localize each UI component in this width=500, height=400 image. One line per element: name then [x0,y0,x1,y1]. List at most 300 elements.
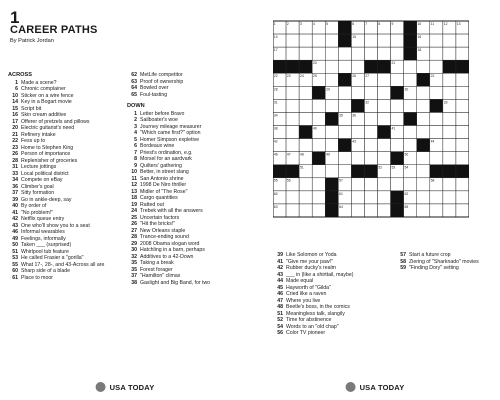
grid-cell-number: 34 [273,113,278,118]
grid-cell[interactable] [404,60,417,73]
grid-cell[interactable] [351,60,364,73]
clue-number: 13 [131,188,137,195]
grid-cell[interactable] [286,139,299,152]
grid-cell[interactable] [443,34,456,47]
clue-number: 28 [12,157,18,164]
grid-cell[interactable] [312,47,325,60]
grid-cell[interactable] [404,126,417,139]
clue-number: 14 [12,99,18,105]
brand-label: USA TODAY [359,382,405,392]
clue-text: Taking a break [140,260,174,266]
grid-cell[interactable] [443,204,456,217]
clue-text: Person of importance [21,151,71,157]
grid-block-cell [338,34,351,47]
grid-cell[interactable] [312,112,325,125]
clue-number: 5 [134,136,137,143]
clue-text: MetLife competitor [140,72,183,78]
grid-cell[interactable] [338,47,351,60]
grid-cell[interactable] [430,126,443,139]
clue-text: Refinery intake [21,131,56,138]
clue-text: Words to an "old chap" [286,323,339,330]
clue-text: Script bit [21,105,42,112]
clue-number: 9 [134,162,137,169]
grid-cell-number: 54 [404,165,409,170]
grid-cell[interactable] [430,152,443,165]
clue-number: 55 [12,261,18,268]
grid-cell[interactable] [325,139,338,152]
clue-text: New Orleans staple [140,227,186,234]
puzzle-title: CAREER PATHS [10,24,98,36]
across-clue-list [8,80,118,282]
grid-cell[interactable] [312,99,325,112]
grid-cell[interactable] [378,47,391,60]
grid-cell[interactable] [417,99,430,112]
clue-number: 59 [400,265,406,271]
grid-cell[interactable] [378,204,391,217]
clue-number: 45 [277,284,283,291]
clue-text: Bowled over [140,85,169,91]
grid-cell[interactable] [417,86,430,99]
clue-number: 21 [12,131,18,138]
grid-cell[interactable] [364,112,377,125]
down-heading: DOWN [127,103,145,109]
grid-cell[interactable] [391,99,404,112]
clue-number: 62 [131,72,137,78]
clue-number: 4 [134,130,137,136]
clue-number: 10 [131,169,137,175]
grid-cell[interactable] [430,34,443,47]
across-heading: ACROSS [8,72,32,78]
grid-cell-number: 16 [417,34,422,39]
grid-cell-number: 38 [273,126,278,131]
grid-block-cell [404,34,417,47]
grid-block-cell [286,165,299,178]
grid-cell[interactable] [299,139,312,152]
grid-cell[interactable] [456,152,469,165]
clue-text: Sitty formation [21,190,55,196]
clue-number: 23 [12,144,18,151]
grid-cell[interactable] [351,191,364,204]
grid-cell[interactable] [443,73,456,86]
clue-text: ___ in (like a shirttail, maybe) [286,271,354,278]
grid-block-cell [286,60,299,73]
grid-block-cell [430,165,443,178]
clue-text: Color TV pioneer [286,330,326,336]
clue-number: 57 [400,252,406,258]
grid-block-cell [273,60,286,73]
grid-cell-number: 1 [273,21,276,26]
grid-cell[interactable] [391,178,404,191]
grid-cell-number: 22 [273,74,278,79]
across-down-clues-column [127,72,245,286]
clue-number: 37 [131,273,137,279]
grid-cell[interactable] [443,139,456,152]
grid-cell-number: 14 [273,34,278,39]
grid-cell[interactable] [299,34,312,47]
grid-block-cell [351,99,364,112]
grid-block-cell [417,73,430,86]
clue-number: 64 [131,85,137,91]
clue-text: Priest's ordination, e.g. [140,149,193,156]
grid-cell[interactable] [364,191,377,204]
clue-text: Ziering of "Sharknado" movies [409,258,479,265]
grid-block-cell [325,191,338,204]
grid-cell[interactable] [325,99,338,112]
clue-number: 1 [134,110,137,117]
grid-block-cell [338,139,351,152]
puzzle-number: 1 [10,8,20,27]
grid-cell[interactable] [312,139,325,152]
grid-block-cell [378,126,391,139]
clue-number: 33 [12,170,18,177]
grid-cell[interactable] [312,34,325,47]
grid-cell[interactable] [417,165,430,178]
grid-cell-number: 11 [430,21,435,26]
grid-cell[interactable] [312,178,325,191]
grid-cell-number: 6 [352,21,355,26]
grid-cell[interactable] [286,191,299,204]
clue-number: 43 [277,271,283,278]
grid-cell-number: 12 [443,21,448,26]
grid-cell[interactable] [443,178,456,191]
grid-cell[interactable] [417,60,430,73]
clue-text: Taken ___ (surprised) [21,242,72,248]
clue-number: 26 [12,151,18,157]
clue-number: 60 [12,268,18,274]
grid-cell[interactable] [430,204,443,217]
grid-cell[interactable] [443,191,456,204]
grid-block-cell [338,21,351,34]
clue-text: Key in a Bogart movie [21,99,72,105]
grid-cell-number: 10 [417,21,422,26]
grid-cell-number: 61 [339,191,343,196]
grid-block-cell [299,126,312,139]
grid-cell[interactable] [338,99,351,112]
grid-cell[interactable] [325,126,338,139]
clue-text: Beetle's boss, in the comics [286,304,350,310]
clue-number: 61 [12,274,18,281]
grid-cell[interactable] [351,47,364,60]
grid-cell-number: 48 [299,152,304,157]
grid-block-cell [391,191,404,204]
clue-number: 29 [131,240,137,247]
clue-text: Home to Stephen King [21,144,74,151]
grid-cell[interactable] [351,126,364,139]
grid-cell-number: 33 [443,100,448,105]
grid-cell[interactable] [286,126,299,139]
grid-cell[interactable] [338,60,351,73]
grid-cell[interactable] [404,73,417,86]
clue-number: 42 [12,216,18,222]
clue-text: Cried like a raven [286,291,327,297]
grid-block-cell [456,165,469,178]
grid-cell-number: 24 [299,74,304,79]
grid-cell[interactable] [312,204,325,217]
clue-number: 44 [277,278,283,284]
grid-cell-number: 60 [273,191,278,196]
grid-block-cell [417,139,430,152]
grid-cell[interactable] [456,34,469,47]
clue-number: 28 [131,234,137,240]
grid-cell-number: 51 [299,165,304,170]
clue-number: 37 [12,190,18,196]
grid-cell-number: 53 [391,165,396,170]
grid-cell[interactable] [391,34,404,47]
clue-text: "Finding Dory" setting [409,265,459,271]
grid-cell[interactable] [364,204,377,217]
grid-cell-number: 58 [430,178,435,183]
clue-number: 49 [12,235,18,242]
grid-cell[interactable] [299,191,312,204]
clue-text: Like Solomon or Yoda [286,252,337,258]
grid-cell[interactable] [417,191,430,204]
clue-number: 11 [131,175,137,182]
grid-cell[interactable] [443,47,456,60]
clue-number: 27 [131,227,137,234]
grid-cell[interactable] [456,126,469,139]
grid-cell[interactable] [364,47,377,60]
clue-text: Better, in street slang [140,169,189,175]
grid-cell[interactable] [364,34,377,47]
grid-cell[interactable] [443,86,456,99]
grid-cell[interactable] [456,112,469,125]
clue-number: 65 [131,91,137,98]
clue-text: Made a scene? [21,79,57,86]
grid-cell[interactable] [378,112,391,125]
clue-text: Offerer of pretzels and pillows [21,118,90,125]
grid-cell[interactable] [299,178,312,191]
grid-block-cell [430,99,443,112]
grid-cell-number: 36 [352,113,356,118]
grid-cell[interactable] [338,126,351,139]
grid-cell[interactable] [286,86,299,99]
grid-cell[interactable] [325,60,338,73]
grid-cell[interactable] [417,204,430,217]
clue-text: Foul-tasting [140,91,168,98]
clue-text: Lecture jottings [21,164,57,170]
clue-text: Feelings, informally [21,235,66,242]
grid-cell[interactable] [417,178,430,191]
grid-cell-number: 64 [339,204,343,209]
grid-block-cell [391,152,404,165]
grid-cell[interactable] [430,60,443,73]
clue-text: By order of [21,203,47,209]
clue-text: Whirlpool tub feature [21,248,69,255]
grid-cell[interactable] [404,178,417,191]
grid-cell[interactable] [286,99,299,112]
grid-cell-number: 23 [286,74,291,79]
down-clue-list-final [396,252,496,272]
grid-cell[interactable] [456,204,469,217]
grid-cell[interactable] [338,165,351,178]
grid-cell[interactable] [364,152,377,165]
grid-block-cell [325,178,338,191]
grid-cell[interactable] [404,99,417,112]
grid-cell[interactable] [338,86,351,99]
grid-cell[interactable] [312,191,325,204]
grid-cell-number: 9 [391,21,394,26]
grid-block-cell [404,21,417,34]
clue-number: 42 [277,265,283,271]
grid-cell[interactable] [378,139,391,152]
clue-text: Where you live [286,297,321,304]
clue-number: 40 [12,203,18,209]
grid-cell[interactable] [325,73,338,86]
clue-number: 47 [277,297,283,304]
grid-cell[interactable] [312,165,325,178]
clue-text: He called Frasier a "gorilla" [21,255,84,261]
grid-cell-number: 7 [365,21,368,26]
clue-number: 41 [12,209,18,216]
grid-cell[interactable] [404,139,417,152]
grid-cell-number: 15 [352,34,356,39]
grid-cell[interactable] [443,152,456,165]
grid-cell[interactable] [430,47,443,60]
clue-number: 12 [131,182,137,188]
clue-text: "Give me your paw!" [286,258,333,265]
grid-cell[interactable] [443,126,456,139]
grid-block-cell [351,165,364,178]
grid-cell-number: 5 [326,21,328,26]
grid-cell-number: 32 [365,100,370,105]
grid-block-cell [364,165,377,178]
grid-cell[interactable] [417,112,430,125]
grid-cell[interactable] [286,34,299,47]
clue-number: 17 [12,118,18,125]
clue-text: Cargo quantities [140,195,178,201]
grid-cell[interactable] [299,99,312,112]
grid-block-cell [391,204,404,217]
grid-cell[interactable] [286,47,299,60]
grid-cell[interactable] [430,86,443,99]
grid-cell[interactable] [417,152,430,165]
grid-cell[interactable] [325,47,338,60]
grid-cell[interactable] [364,139,377,152]
grid-cell[interactable] [351,152,364,165]
grid-cell[interactable] [338,152,351,165]
grid-block-cell [443,165,456,178]
grid-cell[interactable] [378,152,391,165]
grid-cell[interactable] [351,86,364,99]
clue-text: Midler of "The Rose" [140,188,188,195]
clue-number: 36 [12,183,18,190]
grid-cell[interactable] [391,73,404,86]
grid-cell[interactable] [351,178,364,191]
clue-number: 46 [277,291,283,297]
grid-cell[interactable] [456,139,469,152]
clue-number: 10 [12,92,18,99]
grid-cell[interactable] [456,99,469,112]
down-clue-list-continued [273,252,393,337]
grid-cell[interactable] [286,204,299,217]
clue-number: 53 [12,255,18,261]
puzzle-byline: By Patrick Jordan [10,38,54,44]
grid-cell[interactable] [325,165,338,178]
usa-today-logo-icon [96,382,106,392]
clue-number: 38 [131,279,137,286]
clue-text: Hayworth of "Gilda" [286,284,331,291]
clue-text: Trebek with all the answers [140,208,203,214]
grid-cell-number: 8 [378,21,381,26]
grid-cell[interactable] [299,112,312,125]
clue-number: 43 [12,222,18,229]
footer-brand-right [346,382,405,392]
clue-text: Place to moor [21,274,54,281]
grid-cell[interactable] [299,204,312,217]
clue-number: 15 [12,105,18,112]
grid-cell-number: 40 [313,126,317,131]
grid-block-cell [299,60,312,73]
grid-cell-number: 20 [313,61,317,66]
grid-cell[interactable] [299,86,312,99]
grid-cell[interactable] [378,191,391,204]
clue-text: Additives to a 42-Down [140,253,194,260]
grid-cell[interactable] [391,47,404,60]
grid-cell-number: 41 [391,126,396,131]
grid-cell[interactable] [430,191,443,204]
clue-number: 51 [12,248,18,255]
grid-block-cell [404,47,417,60]
grid-cell[interactable] [391,139,404,152]
clue-text: Proof of ownership [140,78,184,85]
grid-cell-number: 50 [404,152,409,157]
grid-cell[interactable] [351,204,364,217]
clue-number: 20 [12,125,18,131]
clue-text: Meaningless talk, slangily [286,310,345,317]
grid-cell[interactable] [456,73,469,86]
clue-number: 16 [12,112,18,118]
grid-cell[interactable] [378,99,391,112]
clue-item [127,92,245,99]
grid-cell[interactable] [364,86,377,99]
grid-cell[interactable] [443,112,456,125]
across-clue-list-continued [127,72,245,98]
grid-cell[interactable] [417,126,430,139]
clue-text: Letter before Bravo [140,110,185,117]
clue-text: Uncertain factors [140,214,180,221]
grid-cell[interactable] [378,86,391,99]
grid-cell[interactable] [378,178,391,191]
clue-item [273,330,393,337]
clue-text: Netflix queue entry [21,216,65,222]
grid-cell[interactable] [456,178,469,191]
grid-cell[interactable] [378,73,391,86]
grid-cell[interactable] [286,112,299,125]
grid-cell[interactable] [364,178,377,191]
grid-cell[interactable] [430,112,443,125]
grid-cell[interactable] [325,34,338,47]
clue-number: 30 [131,247,137,253]
clue-text: Ratted out [140,201,164,208]
grid-cell[interactable] [391,112,404,125]
grid-cell[interactable] [456,86,469,99]
crossword-grid[interactable] [273,14,469,224]
clue-text: Sharp side of a blade [21,268,71,274]
clue-number: 56 [277,330,283,336]
grid-cell[interactable] [364,126,377,139]
grid-cell[interactable] [456,47,469,60]
grid-cell[interactable] [299,47,312,60]
grid-cell-number: 30 [404,87,409,92]
grid-cell-number: 18 [417,48,422,53]
clue-number: 22 [12,138,18,144]
grid-block-cell [404,112,417,125]
grid-cell[interactable] [378,34,391,47]
usa-today-logo-icon [346,382,356,392]
grid-cell[interactable] [456,191,469,204]
clue-number: 8 [134,156,137,162]
clue-number: 63 [131,78,137,85]
